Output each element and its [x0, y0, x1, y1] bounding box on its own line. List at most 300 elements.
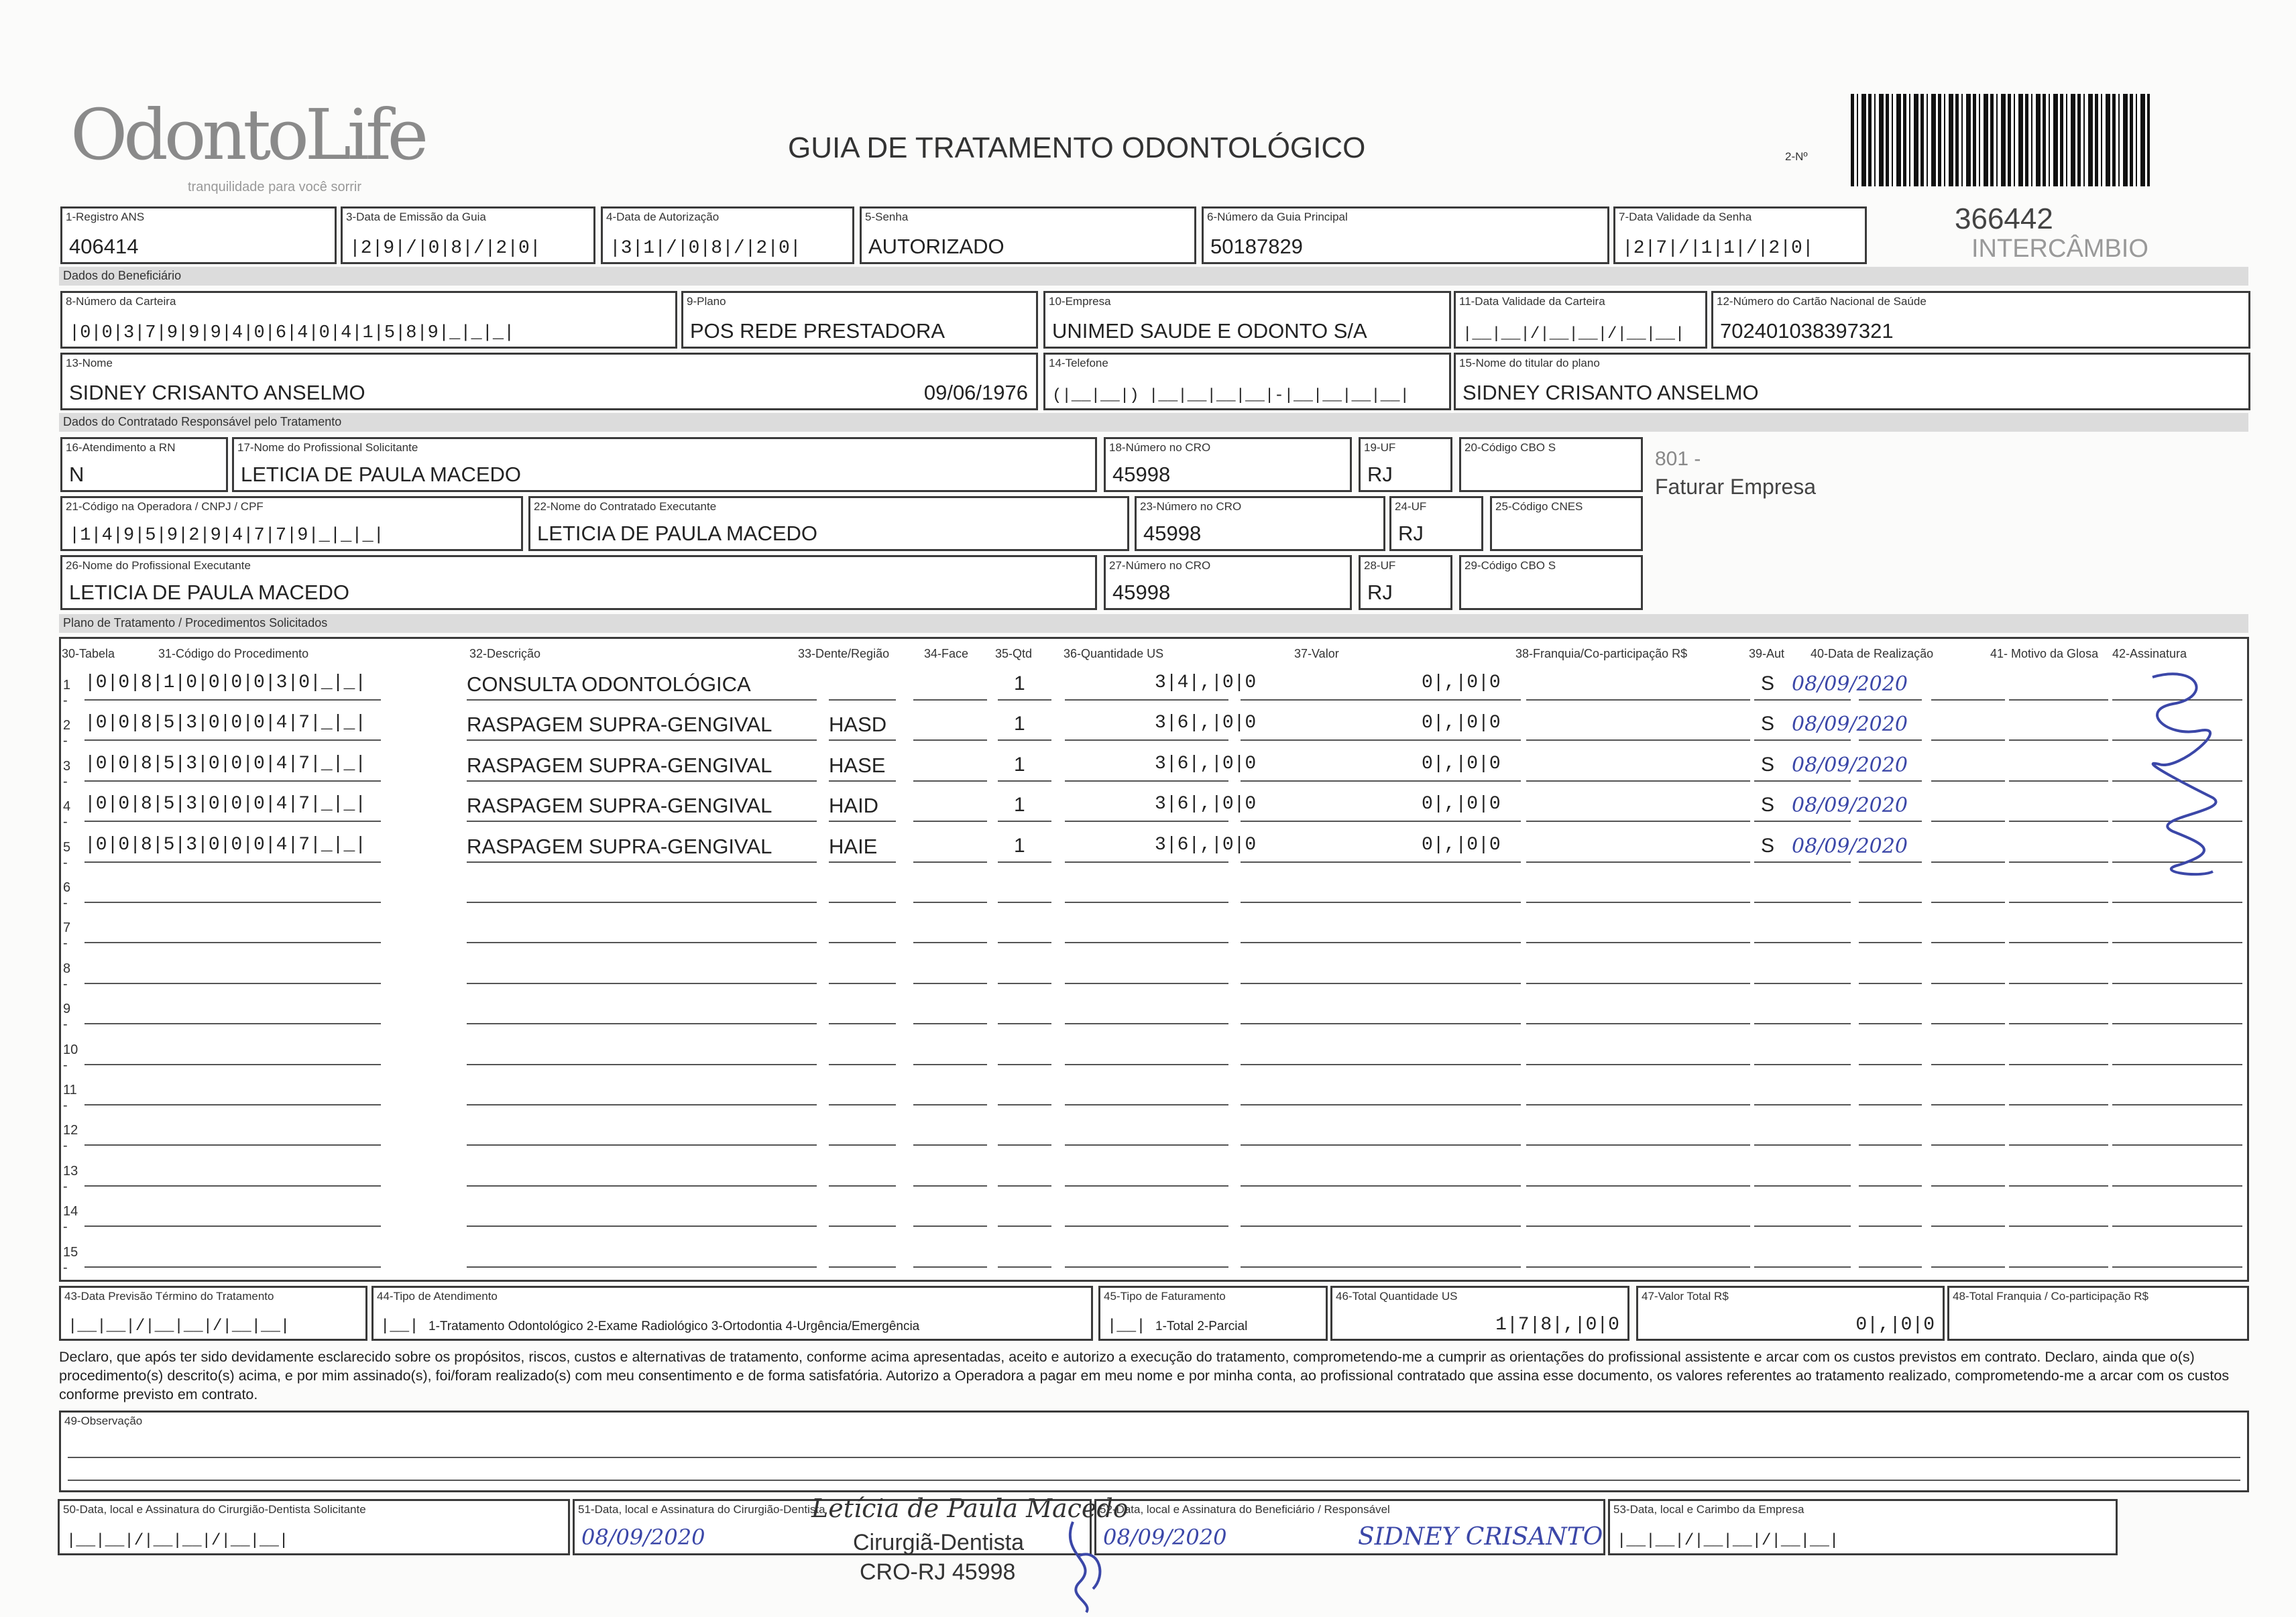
procedure-franquia[interactable]: 0|,|0|0	[1422, 753, 1501, 774]
entry-line[interactable]	[1241, 1185, 1521, 1187]
entry-line[interactable]	[2009, 1144, 2108, 1146]
telefone-value[interactable]: (|__|__|) |__|__|__|__|-|__|__|__|__|	[1052, 387, 1410, 405]
entry-line[interactable]	[1754, 1064, 1796, 1065]
entry-line[interactable]	[2009, 1225, 2108, 1227]
entry-line[interactable]	[1859, 861, 1922, 863]
field-carteira: 8-Número da Carteira |0|0|3|7|9|9|9|4|0|6|4|0|4|1|5|8|9|_|_|_|	[60, 291, 677, 349]
entry-line[interactable]	[1859, 1064, 1922, 1065]
entry-line[interactable]	[1065, 1266, 1228, 1268]
entry-line[interactable]	[84, 1266, 381, 1268]
entry-line[interactable]	[1241, 1225, 1521, 1227]
field-cro-18: 18-Número no CRO 45998	[1104, 437, 1352, 492]
procedure-date[interactable]: 08/09/2020	[1792, 794, 1908, 818]
uf-19-value[interactable]: RJ	[1367, 463, 1393, 486]
entry-line[interactable]	[2112, 1064, 2242, 1065]
entry-line[interactable]	[913, 942, 987, 943]
entry-line[interactable]	[84, 821, 381, 822]
section-plano: Plano de Tratamento / Procedimentos Solicitados	[59, 614, 2248, 633]
entry-line[interactable]	[998, 942, 1051, 943]
entry-line[interactable]	[467, 1104, 817, 1105]
field-validade-carteira: 11-Data Validade da Carteira |__|__|/|__|__|/|__|__|	[1454, 291, 1707, 349]
field-uf-24: 24-UF RJ	[1389, 496, 1483, 551]
entry-line[interactable]	[2009, 1104, 2108, 1105]
entry-line[interactable]	[1241, 861, 1521, 863]
procedure-description[interactable]: RASPAGEM SUPRA-GENGIVAL	[467, 794, 772, 818]
plano-value[interactable]: POS REDE PRESTADORA	[690, 319, 945, 343]
field-cbo-29: 29-Código CBO S	[1459, 555, 1643, 610]
entry-line[interactable]	[1526, 1104, 1750, 1105]
entry-line[interactable]	[2112, 1225, 2242, 1227]
beneficiary-signature: SIDNEY CRISANTO	[1358, 1523, 1603, 1551]
col-quantidade-us: 36-Quantidade US	[1064, 647, 1164, 660]
entry-line[interactable]	[1754, 1104, 1796, 1105]
cro-18-value[interactable]: 45998	[1112, 463, 1171, 486]
entry-line[interactable]	[1754, 1185, 1796, 1187]
entry-line[interactable]	[998, 1144, 1051, 1146]
entry-line[interactable]	[2009, 1064, 2108, 1065]
cro-23-value[interactable]: 45998	[1143, 522, 1202, 545]
entry-line[interactable]	[2009, 821, 2108, 822]
data-autorizacao-value[interactable]: |3|1|/|0|8|/|2|0|	[610, 238, 801, 259]
entry-line[interactable]	[1526, 821, 1750, 822]
field-carimbo-empresa: 53-Data, local e Carimbo da Empresa |__|__|/|__|__|/|__|__|	[1608, 1499, 2118, 1555]
entry-line[interactable]	[1859, 739, 1922, 741]
entry-line[interactable]	[913, 1266, 987, 1268]
entry-line[interactable]	[1796, 1064, 1851, 1065]
procedure-qtd[interactable]: 1	[1014, 753, 1025, 776]
entry-line[interactable]	[1859, 1185, 1922, 1187]
procedure-region[interactable]: HASD	[829, 713, 887, 737]
entry-line[interactable]	[913, 739, 987, 741]
entry-line[interactable]	[1241, 1266, 1521, 1268]
contratado-executante-value[interactable]: LETICIA DE PAULA MACEDO	[537, 522, 818, 545]
procedure-franquia[interactable]: 0|,|0|0	[1422, 794, 1501, 815]
entry-line[interactable]	[1065, 1023, 1228, 1024]
entry-line[interactable]	[2009, 699, 2108, 701]
entry-line[interactable]	[1859, 1104, 1922, 1105]
entry-line[interactable]	[1796, 1225, 1851, 1227]
entry-line[interactable]	[1754, 699, 1796, 701]
entry-line[interactable]	[84, 902, 381, 903]
procedure-description[interactable]: RASPAGEM SUPRA-GENGIVAL	[467, 753, 772, 777]
entry-line[interactable]	[1526, 1185, 1750, 1187]
entry-line[interactable]	[2112, 902, 2242, 903]
procedure-us[interactable]: 3|6|,|0|0	[1155, 713, 1257, 734]
procedure-code[interactable]: |0|0|8|1|0|0|0|0|3|0|_|_|	[84, 672, 367, 693]
field-plano: 9-Plano POS REDE PRESTADORA	[681, 291, 1038, 349]
procedure-franquia[interactable]: 0|,|0|0	[1422, 672, 1501, 693]
entry-line[interactable]	[1859, 902, 1922, 903]
entry-line[interactable]	[829, 861, 896, 863]
procedure-aut[interactable]: S	[1761, 753, 1775, 776]
entry-line[interactable]	[913, 861, 987, 863]
entry-line[interactable]	[829, 1225, 896, 1227]
row-signatures	[2099, 664, 2253, 885]
entry-line[interactable]	[84, 1064, 381, 1065]
entry-line[interactable]	[1931, 1266, 2005, 1268]
entry-line[interactable]	[1754, 861, 1796, 863]
entry-line[interactable]	[1065, 1064, 1228, 1065]
entry-line[interactable]	[1931, 983, 2005, 984]
entry-line[interactable]	[2009, 1266, 2108, 1268]
entry-line[interactable]	[1796, 1144, 1851, 1146]
entry-line[interactable]	[829, 699, 896, 701]
entry-line[interactable]	[1796, 861, 1851, 863]
entry-line[interactable]	[1796, 780, 1851, 782]
senha-value[interactable]: AUTORIZADO	[868, 235, 1005, 258]
entry-line[interactable]	[1931, 699, 2005, 701]
entry-line[interactable]	[1241, 699, 1521, 701]
entry-line[interactable]	[1526, 1225, 1750, 1227]
carteira-value[interactable]: |0|0|3|7|9|9|9|4|0|6|4|0|4|1|5|8|9|_|_|_|	[69, 323, 515, 343]
entry-line[interactable]	[1241, 1104, 1521, 1105]
procedure-us[interactable]: 3|6|,|0|0	[1155, 834, 1257, 855]
procedure-aut[interactable]: S	[1761, 672, 1775, 695]
entry-line[interactable]	[913, 1023, 987, 1024]
entry-line[interactable]	[1526, 1144, 1750, 1146]
tipo-faturamento-value[interactable]: |__| 1-Total 2-Parcial	[1107, 1317, 1248, 1335]
entry-line[interactable]	[829, 983, 896, 984]
entry-line[interactable]	[84, 942, 381, 943]
entry-line[interactable]	[1526, 902, 1750, 903]
procedure-us[interactable]: 3|6|,|0|0	[1155, 753, 1257, 774]
entry-line[interactable]	[913, 983, 987, 984]
entry-line[interactable]	[1931, 1144, 2005, 1146]
entry-line[interactable]	[1065, 983, 1228, 984]
entry-line[interactable]	[2112, 1023, 2242, 1024]
entry-line[interactable]	[84, 1144, 381, 1146]
entry-line[interactable]	[1065, 902, 1228, 903]
procedure-code[interactable]: |0|0|8|5|3|0|0|0|4|7|_|_|	[84, 713, 367, 734]
procedure-description[interactable]: RASPAGEM SUPRA-GENGIVAL	[467, 713, 772, 737]
procedure-date[interactable]: 08/09/2020	[1792, 834, 1908, 858]
procedure-code[interactable]: |0|0|8|5|3|0|0|0|4|7|_|_|	[84, 753, 367, 774]
uf-28-value[interactable]: RJ	[1367, 581, 1393, 604]
entry-line[interactable]	[467, 902, 817, 903]
entry-line[interactable]	[467, 1225, 817, 1227]
cartao-nacional-value[interactable]: 702401038397321	[1720, 319, 1894, 343]
procedure-date[interactable]: 08/09/2020	[1792, 753, 1908, 777]
entry-line[interactable]	[1241, 1064, 1521, 1065]
entry-line[interactable]	[829, 1023, 896, 1024]
entry-line[interactable]	[1526, 942, 1750, 943]
entry-line[interactable]	[998, 861, 1051, 863]
entry-line[interactable]	[1931, 942, 2005, 943]
procedure-qtd[interactable]: 1	[1014, 672, 1025, 695]
entry-line[interactable]	[1526, 739, 1750, 741]
entry-line[interactable]	[1065, 1225, 1228, 1227]
entry-line[interactable]	[1859, 1023, 1922, 1024]
entry-line[interactable]	[913, 1225, 987, 1227]
entry-line[interactable]	[913, 902, 987, 903]
entry-line[interactable]	[2009, 861, 2108, 863]
entry-line[interactable]	[2009, 1023, 2108, 1024]
field-uf-19: 19-UF RJ	[1359, 437, 1452, 492]
procedure-franquia[interactable]: 0|,|0|0	[1422, 713, 1501, 734]
entry-line[interactable]	[1754, 821, 1796, 822]
entry-line[interactable]	[913, 821, 987, 822]
entry-line[interactable]	[829, 1185, 896, 1187]
entry-line[interactable]	[1526, 1023, 1750, 1024]
entry-line[interactable]	[1526, 699, 1750, 701]
entry-line[interactable]	[1241, 821, 1521, 822]
entry-line[interactable]	[829, 739, 896, 741]
entry-line[interactable]	[467, 1023, 817, 1024]
assinatura-beneficiario-date[interactable]: 08/09/2020	[1103, 1524, 1227, 1550]
entry-line[interactable]	[1526, 861, 1750, 863]
entry-line[interactable]	[1931, 1185, 2005, 1187]
assinatura-solicitante-value[interactable]: |__|__|/|__|__|/|__|__|	[66, 1532, 289, 1550]
entry-line[interactable]	[1065, 821, 1228, 822]
col-data-realizacao: 40-Data de Realização	[1811, 647, 1934, 660]
guia-principal-value[interactable]: 50187829	[1210, 235, 1303, 258]
entry-line[interactable]	[998, 1185, 1051, 1187]
entry-line[interactable]	[1859, 699, 1922, 701]
entry-line[interactable]	[1241, 902, 1521, 903]
entry-line[interactable]	[1065, 699, 1228, 701]
entry-line[interactable]	[467, 1144, 817, 1146]
entry-line[interactable]	[829, 1064, 896, 1065]
entry-line[interactable]	[1526, 983, 1750, 984]
entry-line[interactable]	[2009, 983, 2108, 984]
entry-line[interactable]	[1931, 861, 2005, 863]
entry-line[interactable]	[1859, 942, 1922, 943]
entry-line[interactable]	[913, 1144, 987, 1146]
entry-line[interactable]	[84, 861, 381, 863]
entry-line[interactable]	[467, 1266, 817, 1268]
entry-line[interactable]	[467, 1064, 817, 1065]
entry-line[interactable]	[467, 1185, 817, 1187]
entry-line[interactable]	[84, 1225, 381, 1227]
entry-line[interactable]	[467, 942, 817, 943]
row-number: 7 -	[63, 920, 71, 951]
procedure-description[interactable]: RASPAGEM SUPRA-GENGIVAL	[467, 834, 772, 858]
field-senha: 5-Senha AUTORIZADO	[860, 206, 1196, 264]
entry-line[interactable]	[1241, 1023, 1521, 1024]
data-emissao-value[interactable]: |2|9|/|0|8|/|2|0|	[349, 238, 541, 259]
logo-tagline: tranquilidade para você sorrir	[188, 180, 362, 194]
empresa-value[interactable]: UNIMED SAUDE E ODONTO S/A	[1052, 319, 1367, 343]
tipo-atendimento-value[interactable]: |__| 1-Tratamento Odontológico 2-Exame Radiológico 3-Ortodontia 4-Urgência/Emergência	[380, 1317, 920, 1335]
entry-line[interactable]	[84, 983, 381, 984]
entry-line[interactable]	[2112, 1104, 2242, 1105]
entry-line[interactable]	[998, 1225, 1051, 1227]
field-observacao: 49-Observação	[59, 1411, 2249, 1492]
field-profissional-solicitante: 17-Nome do Profissional Solicitante LETICIA DE PAULA MACEDO	[232, 437, 1097, 492]
entry-line[interactable]	[2009, 1185, 2108, 1187]
row-number: 6 -	[63, 880, 71, 910]
atendimento-rn-value[interactable]: N	[69, 463, 84, 486]
entry-line[interactable]	[1859, 1144, 1922, 1146]
entry-line[interactable]	[1796, 699, 1851, 701]
procedure-us[interactable]: 3|4|,|0|0	[1155, 672, 1257, 693]
stamp-role: Cirurgiã-Dentista	[853, 1530, 1025, 1555]
procedure-date[interactable]: 08/09/2020	[1792, 672, 1908, 696]
entry-line[interactable]	[467, 983, 817, 984]
entry-line[interactable]	[829, 1266, 896, 1268]
entry-line[interactable]	[2112, 942, 2242, 943]
profissional-solicitante-value[interactable]: LETICIA DE PAULA MACEDO	[241, 463, 522, 486]
page-title: GUIA DE TRATAMENTO ODONTOLÓGICO	[788, 131, 1366, 164]
nome-value[interactable]: SIDNEY CRISANTO ANSELMO	[69, 381, 365, 404]
entry-line[interactable]	[913, 1064, 987, 1065]
entry-line[interactable]	[1931, 1023, 2005, 1024]
entry-line[interactable]	[1754, 1266, 1796, 1268]
entry-line[interactable]	[829, 1104, 896, 1105]
entry-line[interactable]	[1796, 1266, 1851, 1268]
entry-line[interactable]	[829, 1144, 896, 1146]
entry-line[interactable]	[913, 1104, 987, 1105]
entry-line[interactable]	[84, 739, 381, 741]
entry-line[interactable]	[998, 1023, 1051, 1024]
total-us-value[interactable]: 1|7|8|,|0|0	[1495, 1315, 1619, 1335]
entry-line[interactable]	[998, 1266, 1051, 1268]
entry-line[interactable]	[1065, 861, 1228, 863]
procedure-franquia[interactable]: 0|,|0|0	[1422, 834, 1501, 855]
titular-value[interactable]: SIDNEY CRISANTO ANSELMO	[1462, 381, 1759, 404]
entry-line[interactable]	[1754, 902, 1796, 903]
entry-line[interactable]	[829, 942, 896, 943]
entry-line[interactable]	[84, 1104, 381, 1105]
entry-line[interactable]	[2112, 1144, 2242, 1146]
codigo-operadora-value[interactable]: |1|4|9|5|9|2|9|4|7|7|9|_|_|_|	[69, 526, 384, 546]
entry-line[interactable]	[913, 699, 987, 701]
entry-line[interactable]	[467, 821, 817, 822]
entry-line[interactable]	[1931, 739, 2005, 741]
entry-line[interactable]	[1065, 1104, 1228, 1105]
entry-line[interactable]	[2009, 780, 2108, 782]
procedure-aut[interactable]: S	[1761, 794, 1775, 817]
entry-line[interactable]	[998, 739, 1051, 741]
entry-line[interactable]	[998, 780, 1051, 782]
entry-line[interactable]	[998, 1064, 1051, 1065]
entry-line[interactable]	[2112, 1266, 2242, 1268]
entry-line[interactable]	[1526, 1266, 1750, 1268]
entry-line[interactable]	[467, 861, 817, 863]
registro-ans-value[interactable]: 406414	[69, 235, 139, 258]
procedure-region[interactable]: HAID	[829, 794, 879, 818]
entry-line[interactable]	[2112, 983, 2242, 984]
procedure-qtd[interactable]: 1	[1014, 794, 1025, 817]
entry-line[interactable]	[1065, 1185, 1228, 1187]
entry-line[interactable]	[829, 902, 896, 903]
entry-line[interactable]	[1931, 1225, 2005, 1227]
procedure-code[interactable]: |0|0|8|5|3|0|0|0|4|7|_|_|	[84, 834, 367, 855]
entry-line[interactable]	[84, 1185, 381, 1187]
procedure-qtd[interactable]: 1	[1014, 713, 1025, 735]
entry-line[interactable]	[1241, 780, 1521, 782]
entry-line[interactable]	[1796, 902, 1851, 903]
entry-line[interactable]	[1241, 983, 1521, 984]
entry-line[interactable]	[1241, 1144, 1521, 1146]
entry-line[interactable]	[1796, 1023, 1851, 1024]
entry-line[interactable]	[1526, 780, 1750, 782]
validade-carteira-value[interactable]: |__|__|/|__|__|/|__|__|	[1462, 325, 1685, 343]
entry-line[interactable]	[1065, 780, 1228, 782]
entry-line[interactable]	[1241, 739, 1521, 741]
entry-line[interactable]	[1754, 1023, 1796, 1024]
entry-line[interactable]	[1859, 983, 1922, 984]
entry-line[interactable]	[1526, 1064, 1750, 1065]
entry-line[interactable]	[998, 1104, 1051, 1105]
entry-line[interactable]	[1065, 1144, 1228, 1146]
entry-line[interactable]	[1754, 780, 1796, 782]
entry-line[interactable]	[1931, 780, 2005, 782]
entry-line[interactable]	[2009, 739, 2108, 741]
entry-line[interactable]	[467, 780, 817, 782]
entry-line[interactable]	[1796, 739, 1851, 741]
entry-line[interactable]	[1754, 983, 1796, 984]
entry-line[interactable]	[829, 821, 896, 822]
entry-line[interactable]	[2009, 942, 2108, 943]
previsao-termino-value[interactable]: |__|__|/|__|__|/|__|__|	[68, 1317, 290, 1335]
entry-line[interactable]	[2112, 1185, 2242, 1187]
entry-line[interactable]	[1796, 983, 1851, 984]
entry-line[interactable]	[998, 983, 1051, 984]
procedure-region[interactable]: HAIE	[829, 834, 878, 858]
entry-line[interactable]	[1859, 1266, 1922, 1268]
entry-line[interactable]	[1931, 821, 2005, 822]
entry-line[interactable]	[1065, 739, 1228, 741]
procedure-aut[interactable]: S	[1761, 713, 1775, 735]
entry-line[interactable]	[1065, 942, 1228, 943]
procedure-code[interactable]: |0|0|8|5|3|0|0|0|4|7|_|_|	[84, 794, 367, 815]
entry-line[interactable]	[1796, 942, 1851, 943]
entry-line[interactable]	[1931, 1064, 2005, 1065]
entry-line[interactable]	[84, 1023, 381, 1024]
entry-line[interactable]	[913, 1185, 987, 1187]
procedure-region[interactable]: HASE	[829, 753, 886, 777]
profissional-executante-value[interactable]: LETICIA DE PAULA MACEDO	[69, 581, 350, 604]
entry-line[interactable]	[1859, 1225, 1922, 1227]
procedure-date[interactable]: 08/09/2020	[1792, 713, 1908, 737]
entry-line[interactable]	[1931, 1104, 2005, 1105]
entry-line[interactable]	[998, 902, 1051, 903]
entry-line[interactable]	[1859, 821, 1922, 822]
entry-line[interactable]	[84, 780, 381, 782]
entry-line[interactable]	[998, 821, 1051, 822]
entry-line[interactable]	[1754, 739, 1796, 741]
entry-line[interactable]	[1796, 821, 1851, 822]
procedure-description[interactable]: CONSULTA ODONTOLÓGICA	[467, 672, 751, 696]
entry-line[interactable]	[1796, 1185, 1851, 1187]
entry-line[interactable]	[467, 739, 817, 741]
entry-line[interactable]	[1931, 902, 2005, 903]
validade-senha-value[interactable]: |2|7|/|1|1|/|2|0|	[1622, 238, 1814, 259]
entry-line[interactable]	[1754, 942, 1796, 943]
procedure-aut[interactable]: S	[1761, 834, 1775, 857]
valor-total-value[interactable]: 0|,|0|0	[1855, 1315, 1935, 1335]
entry-line[interactable]	[998, 699, 1051, 701]
entry-line[interactable]	[1754, 1225, 1796, 1227]
entry-line[interactable]	[913, 780, 987, 782]
entry-line[interactable]	[2009, 902, 2108, 903]
entry-line[interactable]	[1754, 1144, 1796, 1146]
entry-line[interactable]	[1796, 1104, 1851, 1105]
uf-24-value[interactable]: RJ	[1398, 522, 1424, 545]
cro-27-value[interactable]: 45998	[1112, 581, 1171, 604]
procedure-qtd[interactable]: 1	[1014, 834, 1025, 857]
entry-line[interactable]	[1859, 780, 1922, 782]
procedure-us[interactable]: 3|6|,|0|0	[1155, 794, 1257, 815]
entry-line[interactable]	[467, 699, 817, 701]
entry-line[interactable]	[829, 780, 896, 782]
carimbo-empresa-value[interactable]: |__|__|/|__|__|/|__|__|	[1617, 1532, 1839, 1550]
field-data-autorizacao: 4-Data de Autorização |3|1|/|0|8|/|2|0|	[601, 206, 854, 264]
entry-line[interactable]	[84, 699, 381, 701]
assinatura-dentista-date[interactable]: 08/09/2020	[581, 1524, 705, 1550]
entry-line[interactable]	[1241, 942, 1521, 943]
